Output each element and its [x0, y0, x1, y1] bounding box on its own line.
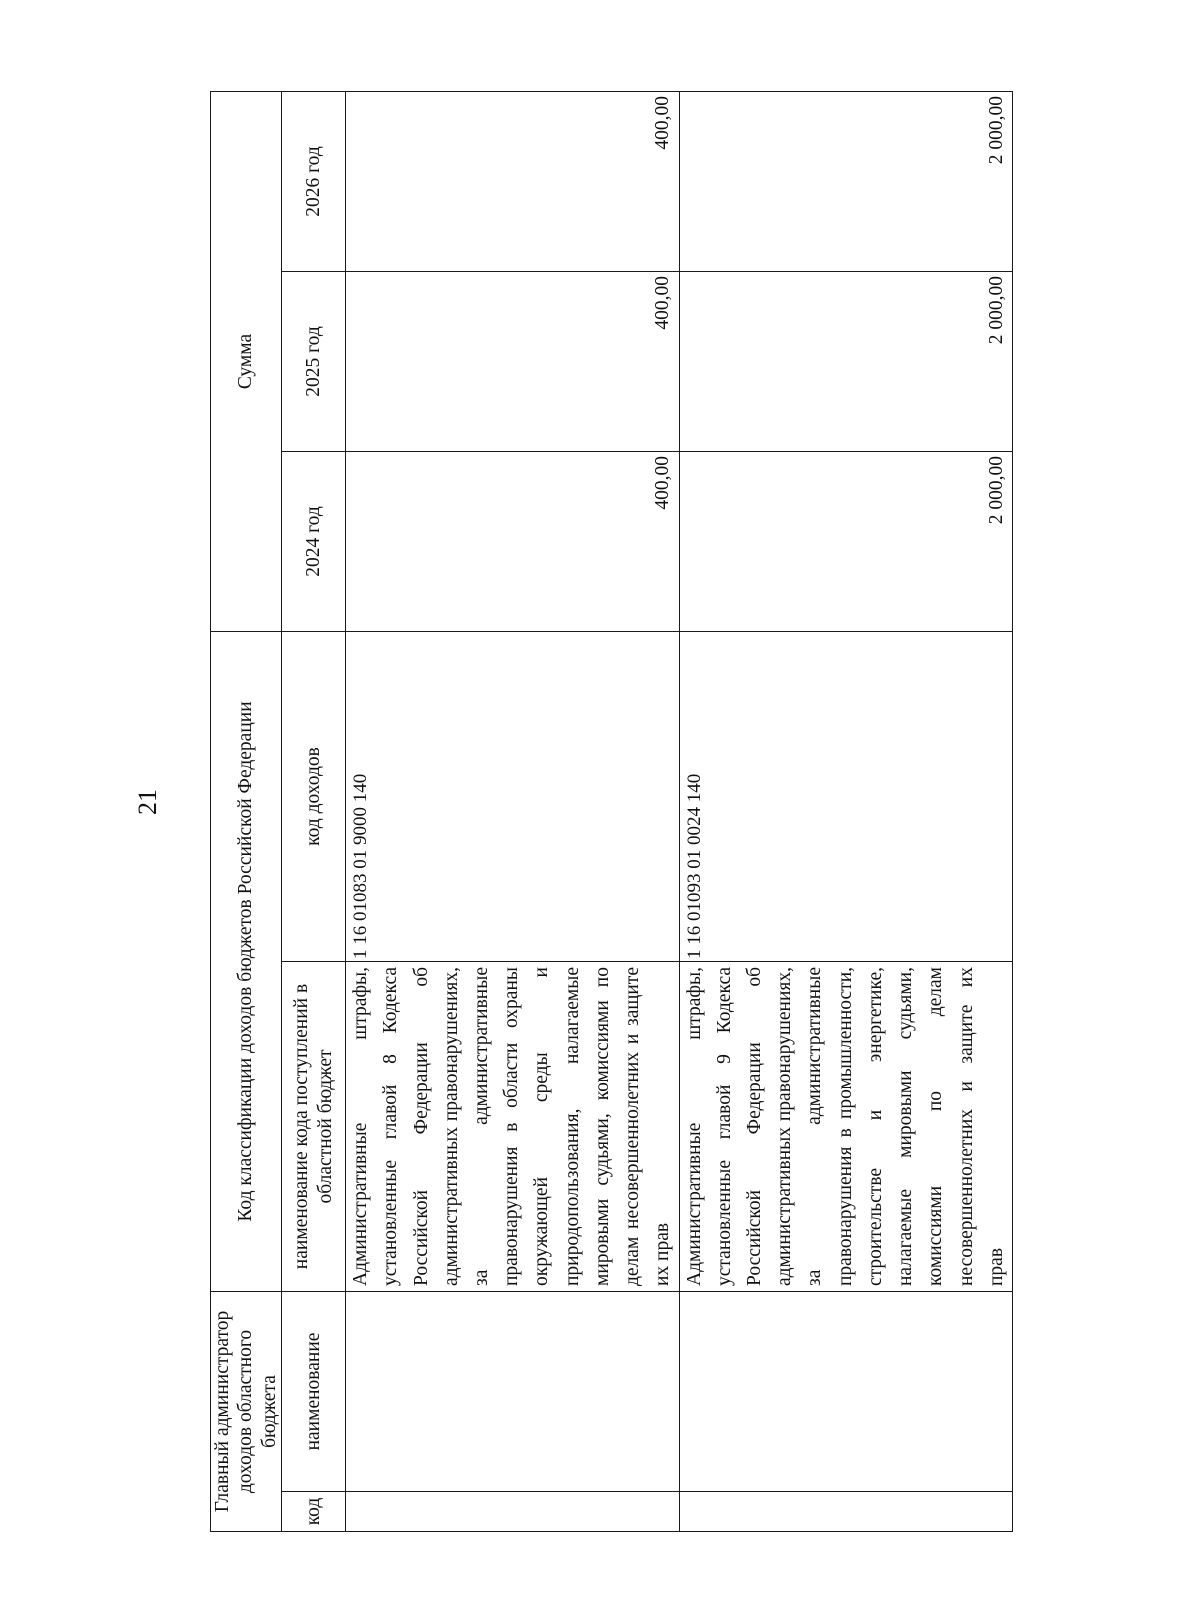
page-number: 21: [133, 789, 162, 815]
cell-2025: 2 000,00: [679, 272, 1012, 452]
header-admin-group: Главный администратор доходов областного бюджета: [211, 1292, 282, 1532]
cell-income-code: 1 16 01083 01 9000 140: [346, 632, 679, 962]
header-income-code: код доходов: [282, 632, 346, 962]
header-sum-group: Сумма: [211, 91, 282, 631]
header-year-2025: 2025 год: [282, 272, 346, 452]
header-year-2026: 2026 год: [282, 91, 346, 271]
cell-2026: 400,00: [346, 91, 679, 271]
header-admin-name: наименование: [282, 1292, 346, 1492]
cell-admin-name: [346, 1292, 679, 1492]
header-income-name: наименование кода поступлений в областной бюджет: [282, 962, 346, 1292]
cell-admin-code: [346, 1492, 679, 1532]
cell-income-name: Административные штрафы, установленные главой 9 Кодекса Российской Федерации об административных правонарушениях, за административные правонарушения в промышленности, строительстве и энергетике, налагаемые мировыми судьями, комиссиями по делам несовершеннолетних и защите их прав: [679, 962, 1012, 1292]
table-row: [679, 91, 1012, 1531]
cell-2026: 2 000,00: [679, 91, 1012, 271]
budget-table-container: [210, 92, 1007, 1532]
cell-2024: 2 000,00: [679, 452, 1012, 632]
header-classification-group: Код классификации доходов бюджетов Российской Федерации: [211, 632, 282, 1292]
header-admin-code: код: [282, 1492, 346, 1532]
cell-income-name: Административные штрафы, установленные главой 8 Кодекса Российской Федерации об административных правонарушениях, за административные правонарушения в области охраны окружающей среды и природопользования, налагаемые мировыми судьями, комиссиями по делам несовершеннолетних и защите их прав: [346, 962, 679, 1292]
header-year-2024: 2024 год: [282, 452, 346, 632]
cell-2024: 400,00: [346, 452, 679, 632]
header-row-sub: [282, 91, 346, 1531]
cell-income-code: 1 16 01093 01 0024 140: [679, 632, 1012, 962]
cell-2025: 400,00: [346, 272, 679, 452]
table-row: [346, 91, 679, 1531]
cell-admin-code: [679, 1492, 1012, 1532]
cell-admin-name: [679, 1292, 1012, 1492]
header-row-top: [211, 91, 282, 1531]
budget-income-table: [210, 91, 1013, 1532]
